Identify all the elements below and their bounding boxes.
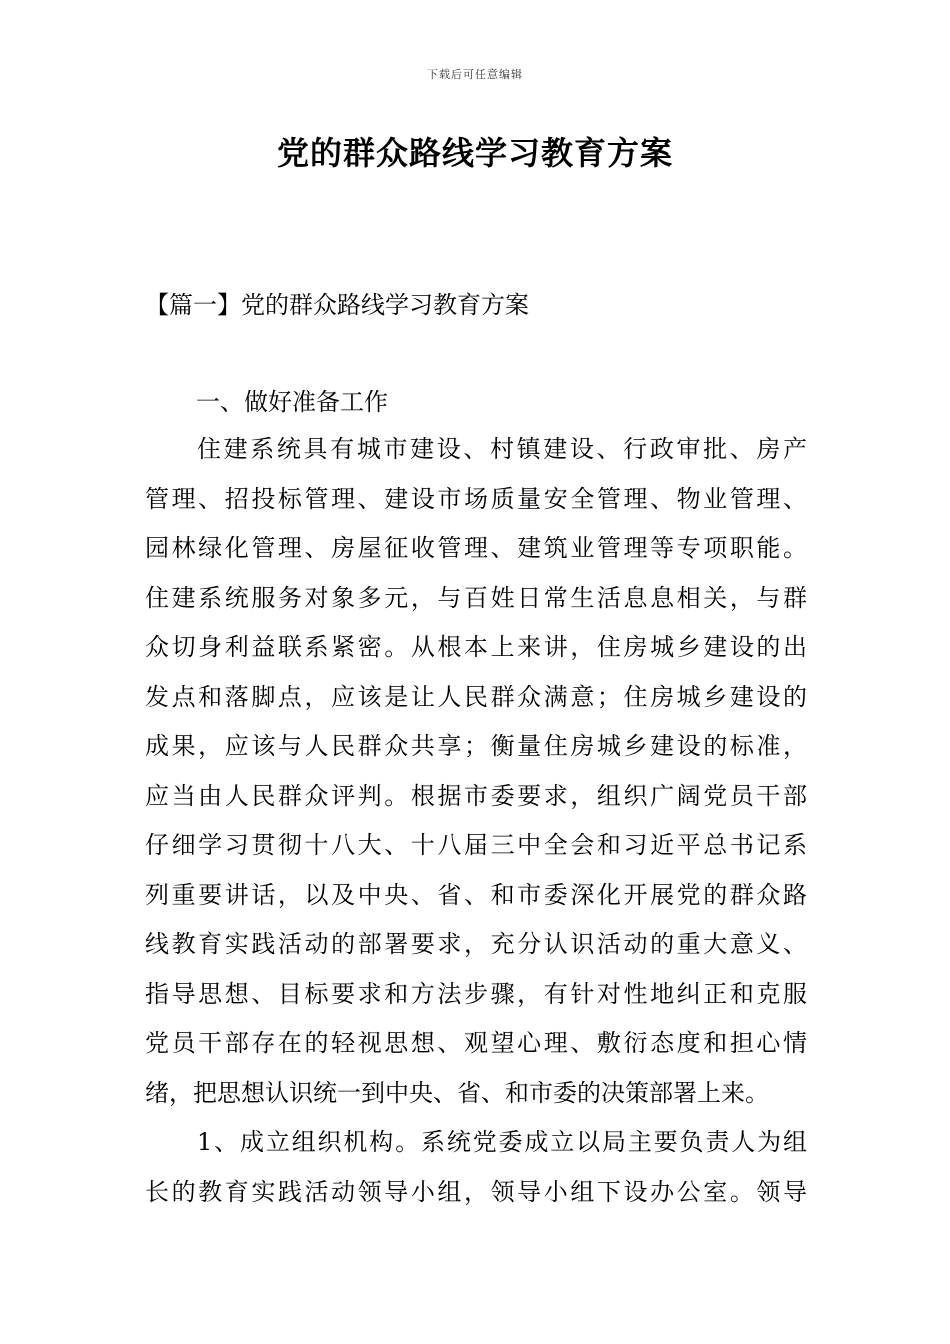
paragraph-line: 住建系统具有城市建设、村镇建设、行政审批、房产	[197, 435, 807, 463]
paragraph-line: 发点和落脚点，应该是让人民群众满意；住房城乡建设的	[145, 682, 807, 711]
paragraph-line: 住建系统服务对象多元，与百姓日常生活息息相关，与群	[145, 583, 807, 612]
paragraph-line: 长的教育实践活动领导小组，领导小组下设办公室。领导	[145, 1177, 807, 1206]
sub-heading: 一、做好准备工作	[196, 388, 388, 416]
paragraph-line: 成果，应该与人民群众共享；衡量住房城乡建设的标准，	[145, 732, 807, 760]
paragraph-line: 应当由人民群众评判。根据市委要求，组织广阔党员干部	[145, 781, 807, 810]
header-note: 下载后可任意编辑	[427, 68, 523, 81]
paragraph-line: 线教育实践活动的部署要求，充分认识活动的重大意义、	[145, 930, 807, 958]
section-heading: 【篇一】党的群众路线学习教育方案	[145, 291, 529, 319]
body-text	[145, 425, 807, 1217]
paragraph-line: 众切身利益联系紧密。从根本上来讲，住房城乡建设的出	[145, 633, 807, 661]
document-title: 党的群众路线学习教育方案	[276, 134, 673, 172]
paragraph-line: 列重要讲话，以及中央、省、和市委深化开展党的群众路	[145, 880, 807, 909]
paragraph-line: 指导思想、目标要求和方法步骤，有针对性地纠正和克服	[145, 979, 807, 1008]
paragraph-line: 1、成立组织机构。系统党委成立以局主要负责人为组	[197, 1128, 807, 1156]
paragraph-line: 绪，把思想认识统一到中央、省、和市委的决策部署上来。	[145, 1078, 769, 1107]
paragraph-line: 党员干部存在的轻视思想、观望心理、敷衍态度和担心情	[145, 1029, 807, 1057]
paragraph-line: 仔细学习贯彻十八大、十八届三中全会和习近平总书记系	[145, 831, 807, 859]
paragraph-line: 管理、招投标管理、建设市场质量安全管理、物业管理、	[145, 484, 807, 513]
paragraph-line: 园林绿化管理、房屋征收管理、建筑业管理等专项职能。	[145, 534, 807, 562]
